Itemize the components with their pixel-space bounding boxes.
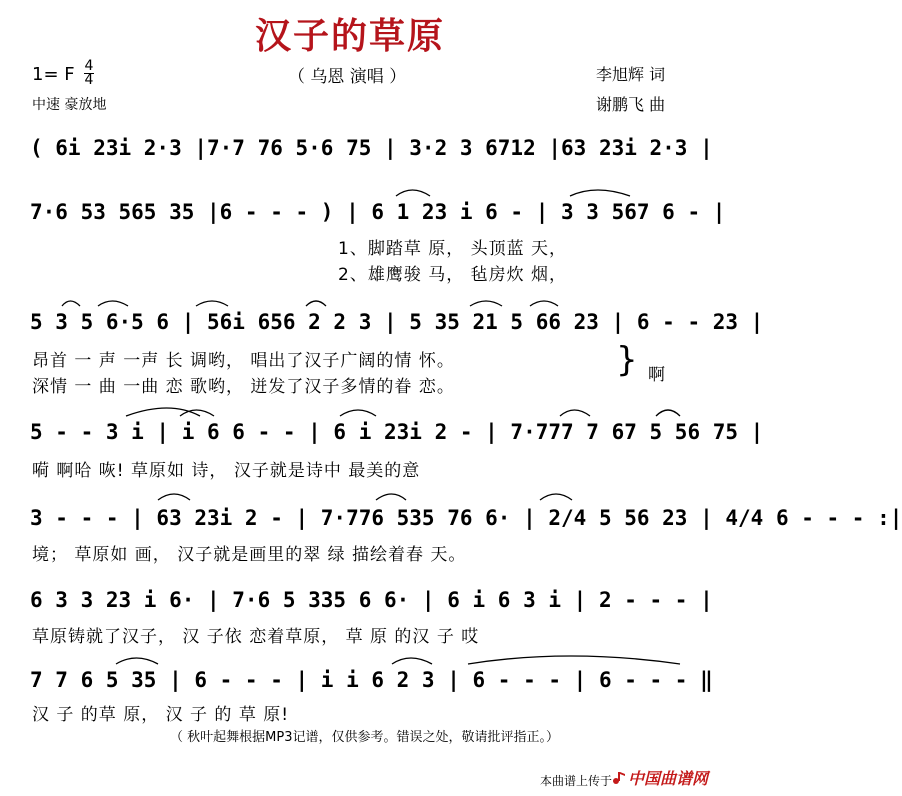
slur bbox=[340, 410, 376, 416]
lyricist-credit: 李旭辉 词 bbox=[596, 65, 666, 84]
score-row-5: 3 - - - | 63 23i 2 - | 7·776 535 76 6· | 2/4 5 56 23 | 4/4 6 - - - :| bbox=[30, 506, 902, 530]
slur bbox=[116, 658, 158, 664]
score-row-1: ( 6i 23i 2·3 |7·7 76 5·6 75 | 3·2 3 6712 |63 23i 2·3 | bbox=[30, 136, 713, 160]
slur bbox=[62, 301, 80, 306]
upload-note: 本曲谱上传于 bbox=[540, 774, 613, 788]
slur bbox=[126, 408, 200, 416]
slur bbox=[470, 301, 502, 306]
slur bbox=[656, 410, 680, 416]
song-title: 汉子的草原 bbox=[255, 16, 446, 57]
score-row-3: 5 3 5 6·5 6 | 56i 656 2 2 3 | 5 35 21 5 66 23 | 6 - - 23 | bbox=[30, 310, 764, 334]
lyric-row-2-verse-1: 1、脚踏草 原， 头顶蓝 天， bbox=[338, 239, 568, 259]
slur bbox=[468, 656, 680, 664]
slur bbox=[560, 410, 590, 416]
time-signature-top: 4 bbox=[84, 58, 94, 74]
lyric-row-2-verse-2: 2、雄鹰骏 马， 毡房炊 烟， bbox=[338, 265, 568, 285]
interjection-ah: 啊 bbox=[648, 365, 666, 385]
lyric-row-3-verse-1: 昂首 一 声 一声 长 调哟， 唱出了汉子广阔的情 怀。 bbox=[32, 351, 455, 371]
site-brand-logo[interactable]: 中国曲谱网 bbox=[628, 769, 709, 788]
lyric-row-4: 嗬 啊哈 咴! 草原如 诗， 汉子就是诗中 最美的意 bbox=[32, 461, 421, 481]
score-row-4: 5 - - 3 i | i 6 6 - - | 6 i 23i 2 - | 7·777 7 67 5 56 75 | bbox=[30, 420, 764, 444]
slur bbox=[392, 658, 432, 664]
slur bbox=[196, 301, 228, 306]
slur bbox=[396, 190, 430, 196]
tempo-marking: 中速 豪放地 bbox=[32, 97, 107, 113]
slur bbox=[376, 494, 406, 500]
verse-brace: } bbox=[616, 340, 638, 380]
slur bbox=[158, 494, 190, 500]
lyric-row-3-verse-2: 深情 一 曲 一曲 恋 歌哟， 迸发了汉子多情的眷 恋。 bbox=[32, 377, 455, 397]
time-signature-bottom: 4 bbox=[84, 72, 94, 88]
slur bbox=[98, 301, 128, 306]
score-row-6: 6 3 3 23 i 6· | 7·6 5 335 6 6· | 6 i 6 3 i | 2 - - - | bbox=[30, 588, 713, 612]
slur bbox=[540, 494, 572, 500]
composer-credit: 谢鹏飞 曲 bbox=[596, 95, 666, 114]
lyric-row-6: 草原铸就了汉子， 汉 子依 恋着草原， 草 原 的汉 子 哎 bbox=[32, 627, 480, 647]
slur bbox=[530, 301, 558, 306]
score-row-2: 7·6 53 565 35 |6 - - - ) | 6 1 23 i 6 - | 3 3 567 6 - | bbox=[30, 200, 726, 224]
transcription-note: （ 秋叶起舞根据MP3记谱，仅供参考。错误之处，敬请批评指正。） bbox=[170, 730, 559, 745]
score-row-7: 7 7 6 5 35 | 6 - - - | i i 6 2 3 | 6 - - - | 6 - - - ‖ bbox=[30, 668, 713, 692]
lyric-row-5: 境； 草原如 画， 汉子就是画里的翠 绿 描绘着春 天。 bbox=[32, 545, 467, 565]
slur bbox=[306, 301, 326, 306]
slur bbox=[570, 190, 630, 196]
key-signature: 1= F bbox=[32, 64, 75, 85]
singer-credit: （ 乌恩 演唱 ） bbox=[288, 67, 407, 87]
lyric-row-7: 汉 子 的草 原， 汉 子 的 草 原! bbox=[32, 705, 290, 725]
